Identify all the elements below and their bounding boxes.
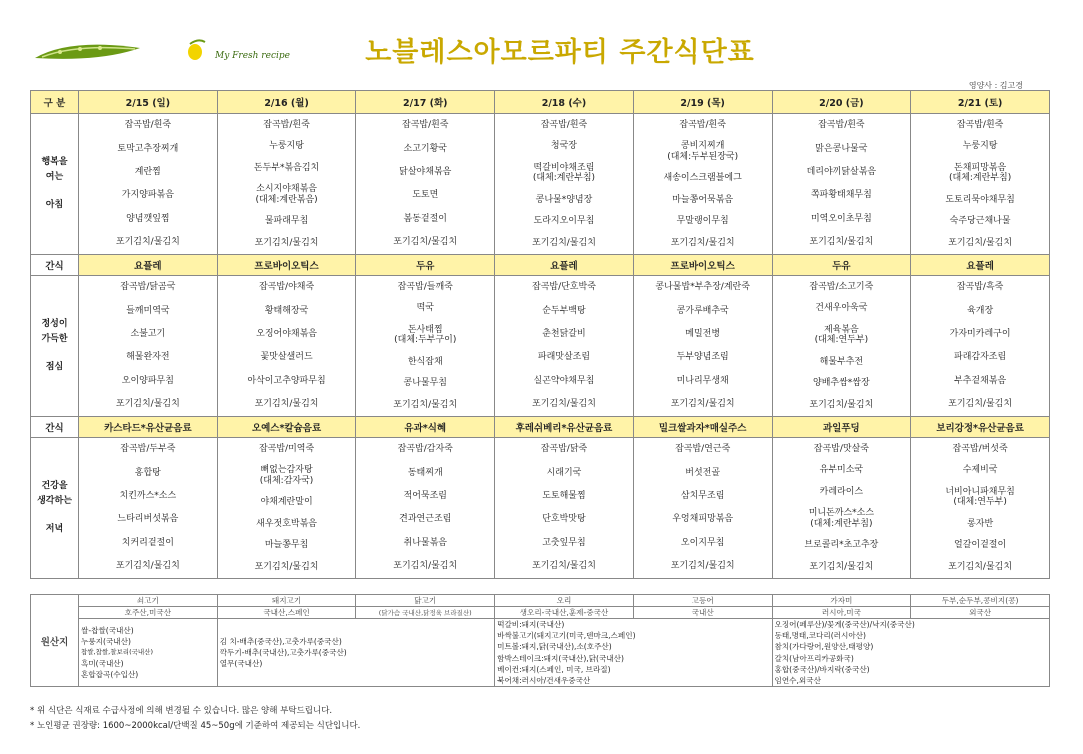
menu-item-list xyxy=(636,114,770,254)
origin-col-grains xyxy=(79,619,218,687)
menu-item: 콩나물밥*부추장/계란죽 xyxy=(655,282,750,293)
menu-item: 포기김치/물김치 xyxy=(809,237,874,248)
menu-item: 돈두부*볶음김치 xyxy=(253,162,320,173)
menu-cell xyxy=(911,438,1050,579)
menu-item: 포기김치/물김치 xyxy=(115,399,180,410)
menu-cell xyxy=(772,114,911,255)
origin-line: 김 치-배추(중국산),고춧가루(중국산) xyxy=(219,636,342,646)
meal-row xyxy=(31,276,1050,417)
menu-item-list xyxy=(220,438,354,578)
menu-item: 잡곡밥/흰죽 xyxy=(124,120,172,131)
menu-item: 우엉채피망볶음 xyxy=(672,514,734,525)
menu-item: 미역오이초무침 xyxy=(810,213,872,224)
origin-line: 바싹불고기(돼지고기(미국,덴마크,스페인) xyxy=(497,631,636,641)
menu-item: 돈채피망볶음 (대체:계란부침) xyxy=(948,162,1012,184)
menu-item: 해물부추전 xyxy=(819,356,864,367)
menu-item: 콩비지찌개 (대체:두부된장국) xyxy=(667,141,739,162)
menu-item-list xyxy=(358,438,492,578)
menu-item: 파래감자조림 xyxy=(954,352,1007,363)
menu-item-list xyxy=(775,438,909,578)
menu-item: 가자미카레구이 xyxy=(949,329,1011,340)
menu-item: 포기김치/물김치 xyxy=(670,238,735,249)
logo-text: My Fresh recipe xyxy=(215,51,290,61)
menu-item-list xyxy=(913,438,1047,578)
menu-item: 누룽지탕 xyxy=(269,141,304,152)
menu-item: 육개장 xyxy=(967,305,994,316)
menu-item: 포기김치/물김치 xyxy=(532,238,596,249)
menu-item: 느타리버섯볶음 xyxy=(117,514,179,525)
menu-item: 적어묵조림 xyxy=(403,491,447,502)
menu-item: 아삭이고추양파무침 xyxy=(247,375,326,386)
weekly-menu-table xyxy=(30,90,1050,579)
menu-item-list xyxy=(358,114,492,254)
menu-item: 마늘쫑어묵볶음 xyxy=(672,194,734,205)
origin-value: 국내산 xyxy=(633,607,772,619)
snack-item: 요플레 xyxy=(79,255,218,276)
menu-item: 포기김치/물김치 xyxy=(393,400,458,411)
menu-item: 삼치무조림 xyxy=(680,491,725,502)
origin-value: 국내산,스페인 xyxy=(217,607,356,619)
menu-item: 들깨미역국 xyxy=(126,305,170,316)
menu-cell xyxy=(911,114,1050,255)
origin-line: 함박스테이크:돼지(국내산),닭(국내산) xyxy=(497,653,624,663)
meal-row xyxy=(31,438,1050,579)
snack-item: 후레쉬베리*유산균음료 xyxy=(495,417,634,438)
menu-item: 도토리묵야채무침 xyxy=(945,194,1015,205)
menu-item-list xyxy=(497,114,631,254)
origin-head: 오리 xyxy=(495,595,634,607)
menu-item: 도토해물찜 xyxy=(542,491,586,502)
menu-item: 실곤약야채무침 xyxy=(533,375,595,386)
origin-line: 갈치(남아프리카공화국) xyxy=(774,653,854,663)
snack-item: 프로바이오틱스 xyxy=(633,255,772,276)
origin-line: 홍합(중국산)/바지락(중국산) xyxy=(774,664,870,674)
menu-item: 데리야끼닭살볶음 xyxy=(806,167,877,178)
menu-item: 새우젓호박볶음 xyxy=(256,518,317,529)
menu-item: 잡곡밥/소고기죽 xyxy=(809,281,874,292)
day-header: 2/21 (토) xyxy=(911,91,1050,114)
footnote: * 위 식단은 식재료 수급사정에 의해 변경될 수 있습니다. 많은 양해 부탁드립니다. xyxy=(30,706,333,716)
menu-item: 물파래무침 xyxy=(264,216,309,227)
origin-line: 흑미(국내산) xyxy=(81,659,124,669)
menu-item: 잡곡밥/흰죽 xyxy=(540,119,588,130)
menu-cell xyxy=(772,276,911,417)
menu-item-list xyxy=(775,114,909,254)
menu-item: 포기김치/물김치 xyxy=(254,399,319,410)
origin-line: 깍두기-배추(국내산),고춧가루(중국산) xyxy=(219,648,347,657)
menu-cell xyxy=(79,438,218,579)
menu-cell xyxy=(217,276,356,417)
menu-item-list xyxy=(220,114,354,254)
menu-item: 포기김치/물김치 xyxy=(948,562,1013,573)
menu-item: 누룽지탕 xyxy=(962,141,998,152)
day-header: 2/15 (일) xyxy=(79,91,218,114)
menu-item: 포기김치/물김치 xyxy=(532,561,596,572)
snack-item: 프로바이오틱스 xyxy=(217,255,356,276)
snack-item: 요플레 xyxy=(911,255,1050,276)
menu-item: 버섯전골 xyxy=(685,467,721,478)
menu-item: 잡곡밥/미역죽 xyxy=(258,443,315,454)
origin-line: 혼합잡곡(수입산) xyxy=(81,670,139,680)
menu-item: 고춧잎무침 xyxy=(542,537,586,548)
origin-line: 오징어(페루산)/꽃게(중국산)/낙지(중국산) xyxy=(774,620,915,629)
menu-item: 잡곡밥/감자죽 xyxy=(397,444,453,455)
menu-item: 포기김치/물김치 xyxy=(948,238,1013,249)
menu-item: 미나리무생채 xyxy=(676,375,729,386)
snack-row xyxy=(31,417,1050,438)
menu-item: 소시지야채볶음 (대체:계란볶음) xyxy=(255,184,318,205)
origin-table xyxy=(30,594,1050,687)
menu-item: 포기김치/물김치 xyxy=(393,561,458,572)
day-header: 2/17 (화) xyxy=(356,91,495,114)
menu-item: 수제비국 xyxy=(962,465,998,476)
menu-cell xyxy=(356,438,495,579)
menu-item: 단호박맛탕 xyxy=(542,514,586,525)
menu-item: 잡곡밥/닭곰국 xyxy=(120,282,176,293)
menu-item: 도토면 xyxy=(412,190,439,201)
menu-item: 닭살야채볶음 xyxy=(399,167,452,178)
snack-item: 요플레 xyxy=(495,255,634,276)
origin-head: 두부,순두부,콩비지(콩) xyxy=(911,595,1050,607)
menu-item: 동태찌개 xyxy=(407,467,443,478)
origin-line: 찹쌀,찹쌀,찰보리(국내산) xyxy=(81,648,153,656)
menu-cell xyxy=(772,438,911,579)
snack-item: 밀크쌀과자*매실주스 xyxy=(633,417,772,438)
corner-cell: 구 분 xyxy=(31,91,79,114)
menu-item: 떡국 xyxy=(416,303,434,314)
menu-item: 포기김치/물김치 xyxy=(670,399,735,410)
menu-item: 브로콜리*초고추장 xyxy=(804,540,879,551)
snack-item: 두유 xyxy=(772,255,911,276)
menu-item-list xyxy=(775,276,909,416)
origin-line: 동태,명태,코다리(러시아산) xyxy=(774,631,866,641)
menu-item: 토막고추장찌개 xyxy=(117,143,179,154)
menu-item: 양배추쌈*쌈장 xyxy=(813,378,870,389)
menu-cell xyxy=(79,114,218,255)
meal-label: 행복을 여는 아침 xyxy=(31,114,79,255)
menu-item-list xyxy=(497,276,631,416)
menu-item: 치킨까스*소스 xyxy=(119,491,177,502)
menu-item: 포기김치/물김치 xyxy=(809,400,874,411)
menu-item: 포기김치/물김치 xyxy=(532,399,596,410)
menu-cell xyxy=(633,438,772,579)
snack-item: 유과*식혜 xyxy=(356,417,495,438)
snack-item: 과일푸딩 xyxy=(772,417,911,438)
origin-line: 미트볼:돼지,닭(국내산),소(호주산) xyxy=(497,642,612,652)
menu-item: 잡곡밥/연근죽 xyxy=(675,444,731,455)
menu-item: 잡곡밥/흑죽 xyxy=(956,282,1004,293)
menu-item: 계란찜 xyxy=(134,167,161,178)
menu-item: 홍합탕 xyxy=(134,467,161,478)
menu-cell xyxy=(633,276,772,417)
menu-item: 야채계란말이 xyxy=(260,497,313,508)
snack-row xyxy=(31,255,1050,276)
snack-label: 간식 xyxy=(31,255,79,276)
origin-value: 생오리-국내산,훈제-중국산 xyxy=(495,607,634,619)
menu-item: 포기김치/물김치 xyxy=(393,237,458,248)
menu-item: 롱자반 xyxy=(967,518,994,529)
menu-cell xyxy=(911,276,1050,417)
menu-item: 잡곡밥/흰죽 xyxy=(402,120,449,131)
menu-item-list xyxy=(636,438,770,578)
menu-item: 포기김치/물김치 xyxy=(948,399,1013,410)
snack-item: 보리강정*유산균음료 xyxy=(911,417,1050,438)
menu-item: 춘천닭갈비 xyxy=(542,329,586,340)
menu-item: 잡곡밥/흰죽 xyxy=(956,119,1004,130)
menu-item: 제육볶음 (대체:연두부) xyxy=(814,324,869,346)
origin-head: 가자미 xyxy=(772,595,911,607)
origin-value-row xyxy=(31,607,1050,619)
snack-label: 간식 xyxy=(31,417,79,438)
snack-item: 두유 xyxy=(356,255,495,276)
origin-value: (닭가슴 국내산,닭정육 브라질산) xyxy=(356,607,495,619)
menu-item: 두부양념조림 xyxy=(676,352,729,363)
menu-item-list xyxy=(497,438,631,578)
menu-item: 잡곡밥/흰죽 xyxy=(679,119,726,130)
origin-col-kimchi xyxy=(217,619,494,687)
menu-item: 도라지오이무침 xyxy=(533,216,595,227)
origin-line: 열무(국내산) xyxy=(219,659,263,669)
menu-item-list xyxy=(81,276,215,416)
menu-item: 치커리겉절이 xyxy=(121,537,174,548)
origin-label: 원산지 xyxy=(31,595,79,687)
menu-cell xyxy=(356,114,495,255)
menu-item: 한식잡채 xyxy=(407,356,443,367)
origin-col-seafood xyxy=(772,619,1049,687)
day-header: 2/20 (금) xyxy=(772,91,911,114)
menu-item-list xyxy=(81,438,215,578)
menu-item: 마늘쫑무침 xyxy=(264,540,309,551)
menu-item: 파래맛살조림 xyxy=(537,352,591,363)
menu-item: 메밀전병 xyxy=(685,329,721,340)
menu-item: 콩나물무침 xyxy=(403,378,447,389)
dietitian-sign: 영양사 : 김고경 xyxy=(968,81,1023,90)
menu-item: 부추겉채볶음 xyxy=(954,375,1007,386)
day-header: 2/19 (목) xyxy=(633,91,772,114)
footnote: * 노인평균 권장량: 1600~2000kcal/단백질 45~50g에 기준하여 제공되는 식단입니다. xyxy=(30,721,361,731)
day-header: 2/18 (수) xyxy=(495,91,634,114)
origin-line: 쌀-찹쌀(국내산) xyxy=(81,625,134,635)
menu-item: 잡곡밥/흰죽 xyxy=(263,119,310,130)
origin-head-row xyxy=(31,595,1050,607)
menu-item: 콩나물*양념장 xyxy=(535,194,593,205)
origin-value: 외국산 xyxy=(911,607,1050,619)
origin-head: 닭고기 xyxy=(356,595,495,607)
menu-item: 가지양파볶음 xyxy=(121,190,174,201)
menu-cell xyxy=(217,438,356,579)
menu-item: 돈사태찜 (대체:두부구이) xyxy=(394,324,457,346)
menu-item: 오이양파무침 xyxy=(121,375,174,386)
menu-item: 잡곡밥/흰죽 xyxy=(818,120,865,131)
menu-item: 양념깻잎찜 xyxy=(126,213,170,224)
menu-item: 쪽파황태채무침 xyxy=(810,190,872,201)
menu-item: 잡곡밥/야채죽 xyxy=(258,282,315,293)
menu-cell xyxy=(495,114,634,255)
menu-item: 잡곡밥/버섯죽 xyxy=(952,443,1008,454)
menu-item: 맑은콩나물국 xyxy=(815,143,868,154)
menu-item: 숙주당근채나물 xyxy=(949,216,1011,227)
menu-item-list xyxy=(358,276,492,416)
menu-cell xyxy=(356,276,495,417)
menu-item: 포기김치/물김치 xyxy=(254,562,319,573)
menu-item: 오징어야채볶음 xyxy=(256,329,317,340)
menu-item: 얼갈이겉절이 xyxy=(954,540,1007,551)
menu-item: 떡갈비야채조림 (대체:계란부침) xyxy=(532,162,596,184)
menu-item: 건새우아욱국 xyxy=(815,303,868,314)
origin-line: 떡갈비:돼지(국내산) xyxy=(497,620,565,629)
menu-item: 뼈없는감자탕 (대체:감자국) xyxy=(259,465,314,486)
menu-cell xyxy=(495,438,634,579)
menu-item: 무말랭이무침 xyxy=(676,216,729,227)
origin-col-meat xyxy=(495,619,772,687)
origin-head: 고등어 xyxy=(633,595,772,607)
menu-item: 잡곡밥/닭죽 xyxy=(540,444,588,455)
leaf-logo-icon xyxy=(30,30,330,75)
menu-item: 견과연근조림 xyxy=(399,514,452,525)
menu-cell xyxy=(633,114,772,255)
snack-item: 오예스*칼슘음료 xyxy=(217,417,356,438)
menu-item: 오이지무침 xyxy=(680,537,725,548)
menu-item: 카레라이스 xyxy=(819,486,864,497)
menu-item-list xyxy=(81,114,215,254)
meal-label: 정성이 가득한 점심 xyxy=(31,276,79,417)
snack-item: 카스타드*유산균음료 xyxy=(79,417,218,438)
menu-item: 포기김치/물김치 xyxy=(254,238,319,249)
menu-item: 새송이스크램블에그 xyxy=(663,173,742,184)
menu-item: 봄동겉절이 xyxy=(403,213,447,224)
day-header: 2/16 (월) xyxy=(217,91,356,114)
menu-item: 잡곡밥/단호박죽 xyxy=(532,282,596,293)
origin-value: 호주산,미국산 xyxy=(79,607,218,619)
origin-head: 돼지고기 xyxy=(217,595,356,607)
origin-value: 러시아,미국 xyxy=(772,607,911,619)
day-header-row xyxy=(31,91,1050,114)
origin-line: 베이컨:돼지(스페인, 미국, 브라질) xyxy=(497,664,611,674)
menu-item: 해물완자전 xyxy=(126,352,170,363)
origin-line: 참치(가다랑어,원양산,태평양) xyxy=(774,642,874,652)
menu-item: 소고기황국 xyxy=(403,143,447,154)
menu-item-list xyxy=(636,276,770,416)
origin-line: 누룽지(국내산) xyxy=(81,636,131,646)
menu-item: 유부미소국 xyxy=(819,465,864,476)
origin-detail-row xyxy=(31,619,1050,687)
menu-item: 포기김치/물김치 xyxy=(670,561,735,572)
menu-item: 소불고기 xyxy=(130,329,166,340)
menu-item: 취나물볶음 xyxy=(403,537,447,548)
menu-item: 잡곡밥/들깨죽 xyxy=(397,281,453,292)
menu-item: 잡곡밥/맛살죽 xyxy=(813,443,869,454)
footnotes xyxy=(30,704,360,734)
menu-item: 잡곡밥/두부죽 xyxy=(120,444,176,455)
menu-item: 포기김치/물김치 xyxy=(115,561,180,572)
origin-head: 쇠고기 xyxy=(79,595,218,607)
menu-item-list xyxy=(913,114,1047,254)
menu-item: 포기김치/물김치 xyxy=(115,237,180,248)
menu-item: 미니돈까스*소스 (대체:계란부침) xyxy=(808,508,875,529)
menu-cell xyxy=(79,276,218,417)
origin-line: 임연수,외국산 xyxy=(774,676,821,686)
origin-line: 북어채:러시아/건새우중국산 xyxy=(497,676,591,686)
page-title: 노블레스아모르파티 주간식단표 xyxy=(365,37,755,68)
menu-item: 순두부백탕 xyxy=(542,305,586,316)
meal-row xyxy=(31,114,1050,255)
menu-item: 청국장 xyxy=(550,141,577,152)
logo xyxy=(30,30,330,75)
menu-item: 황태해장국 xyxy=(264,305,309,316)
menu-item: 시래기국 xyxy=(546,467,582,478)
menu-item: 포기김치/물김치 xyxy=(809,562,874,573)
menu-item-list xyxy=(913,276,1047,416)
menu-item: 콩가루배추국 xyxy=(676,305,729,316)
menu-item: 꽃맛살샐러드 xyxy=(260,352,313,363)
menu-item: 너비아니파채무침 (대체:연두부) xyxy=(945,486,1015,508)
menu-item-list xyxy=(220,276,354,416)
meal-label: 건강을 생각하는 저녁 xyxy=(31,438,79,579)
menu-cell xyxy=(217,114,356,255)
menu-cell xyxy=(495,276,634,417)
